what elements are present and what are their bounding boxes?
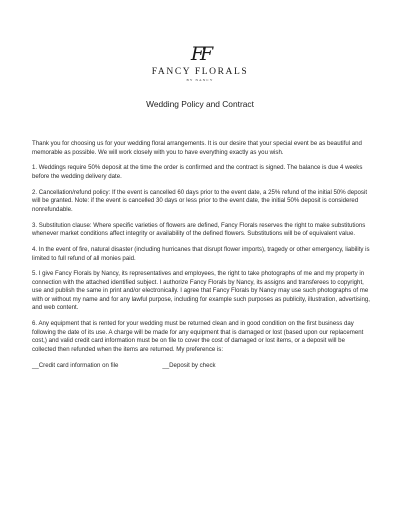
document-title: Wedding Policy and Contract [146, 99, 254, 109]
clause-deposit: 1. Weddings require 50% deposit at the time the order is confirmed and the contract is signed. The balance is due 4 weeks before the wedding delivery date. [32, 164, 363, 180]
logo-byline: BY NANCY [186, 78, 214, 82]
logo-name: FANCY FLORALS [151, 67, 249, 77]
logo-monogram: FF [190, 43, 210, 65]
logo [0, 44, 400, 82]
option-deposit-check[interactable]: __Deposit by check [162, 361, 216, 369]
intro-paragraph: Thank you for choosing us for your wedding floral arrangements. It is our desire that your special event be as beautiful and memorable as possible. We will work closely with you to have everything exactly as you wish. [32, 140, 362, 156]
option-credit-card[interactable]: __Credit card information on file [32, 361, 119, 369]
preference-options [32, 362, 370, 371]
clause-substitution: 3. Substitution clause: Where specific varieties of flowers are defined, Fancy Florals reserves the right to make substitutions whenever market conditions affect integrity or availability of the defined flowers. Substitutions will be of equivalent value. [32, 221, 366, 238]
clause-cancellation: 2. Cancellation/refund policy: If the event is cancelled 60 days prior to the event date, a 25% refund of the initial 50% deposit will be granted. Note: if the event is cancelled 30 days or less prior to the event date, the initial 50% deposit is considered nonrefundable. [32, 188, 368, 213]
document-body [32, 140, 370, 370]
clause-liability: 4. In the event of fire, natural disaster (including hurricanes that disrupt flower imports), tragedy or other emergency, liability is limited to full refund of all monies paid. [32, 246, 370, 262]
clause-photography: 5. I give Fancy Florals by Nancy, its representatives and employees, the right to take photographs of me and my property in connection with the attached identified subject. I authorize Fancy Florals by Nancy, its assigns and transferees to copyright, use and publish the same in print and/or electronically. I agree that Fancy Florals by Nancy may use such photographs of me with or without my name and for any lawful purpose, including for example such purposes as publicity, illustration, advertising, and web content. [32, 270, 370, 312]
clause-equipment: 6. Any equipment that is rented for your wedding must be returned clean and in good condition on the first business day following the date of its use. A charge will be made for any equipment that is damaged or lost (based upon our replacement cost,) and valid credit card information must be on file to cover the cost of damaged or lost items, or a deposit will be collected then refunded when the items are returned. My preference is: [32, 320, 364, 353]
